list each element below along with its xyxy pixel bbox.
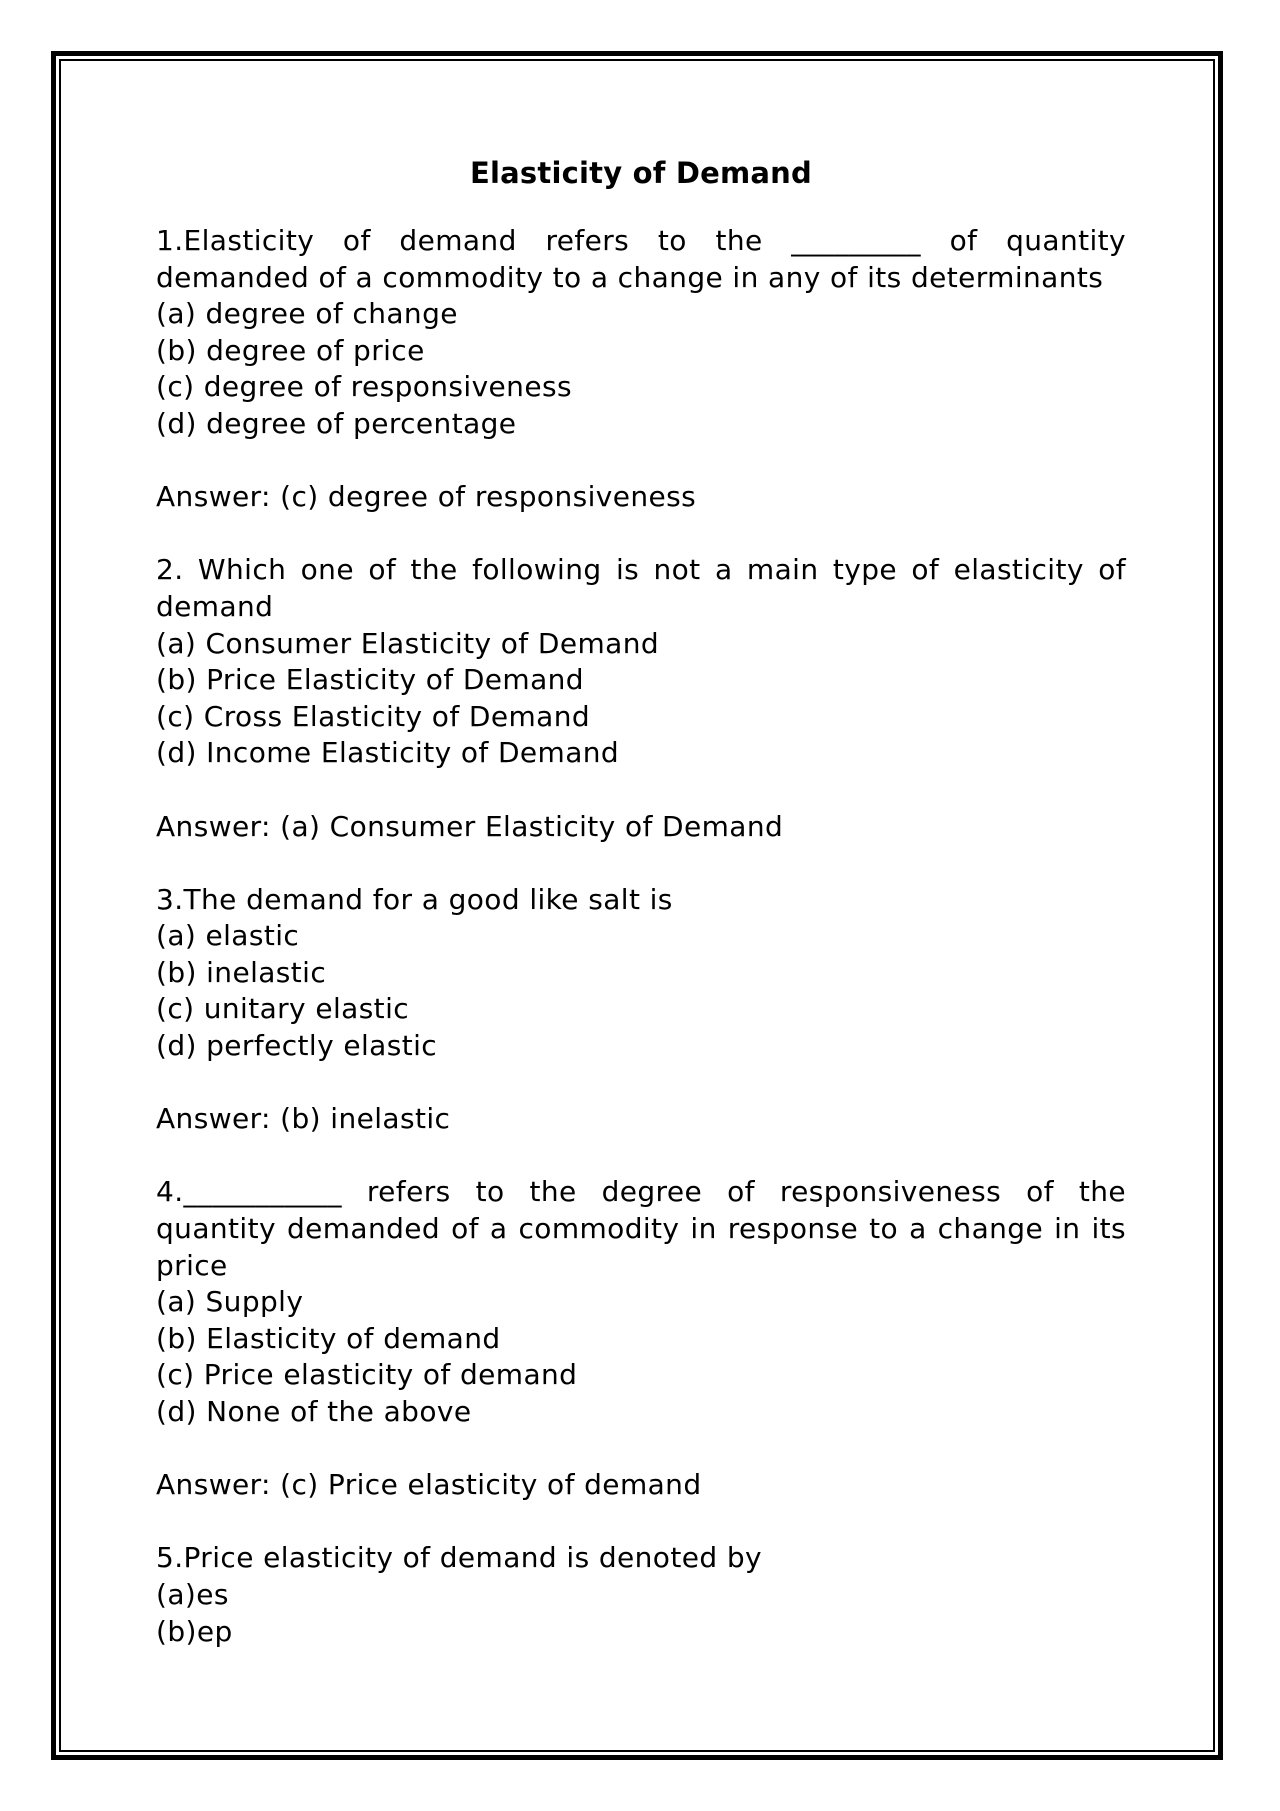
option-d: (d) None of the above [156,1395,472,1428]
option-d: (d) degree of percentage [156,406,517,440]
question-text: 1.Elasticity of demand refers to the _________ of quantity demanded of a commodity to a change in any of its determinants [156,224,1126,294]
question-2 [156,552,1126,845]
option-c: (c) Cross Elasticity of Demand [156,699,591,733]
answer-text: Answer: (a) Consumer Elasticity of Demand [156,809,784,843]
document-body [156,153,1126,1650]
option-d: (d) perfectly elastic [156,1029,438,1063]
answer-text: Answer: (c) Price elasticity of demand [156,1468,702,1502]
option-b: (b) Elasticity of demand [156,1321,501,1355]
question-text: 4.___________ refers to the degree of responsiveness of the quantity demanded of a commodity in response to a change in its price [156,1175,1126,1282]
option-b: (b) inelastic [156,955,327,989]
option-c: (c) unitary elastic [156,992,410,1026]
option-a: (a) Consumer Elasticity of Demand [156,626,660,660]
question-text: 5.Price elasticity of demand is denoted by [156,1541,762,1575]
option-c: (c) Price elasticity of demand [156,1358,578,1392]
document-title: Elasticity of Demand [470,156,812,190]
option-d: (d) Income Elasticity of Demand [156,736,620,770]
option-b: (b)ep [156,1614,233,1648]
question-1 [156,223,1126,516]
option-a: (a)es [156,1577,229,1611]
option-b: (b) Price Elasticity of Demand [156,663,584,697]
answer-text: Answer: (b) inelastic [156,1102,451,1136]
question-text: 2. Which one of the following is not a main type of elasticity of demand [156,553,1126,623]
option-c: (c) degree of responsiveness [156,370,572,404]
question-4 [156,1174,1126,1503]
option-a: (a) elastic [156,919,300,953]
option-a: (a) degree of change [156,297,458,331]
question-3 [156,882,1126,1138]
answer-text: Answer: (c) degree of responsiveness [156,480,697,514]
option-a: (a) Supply [156,1285,304,1319]
question-5 [156,1540,1126,1650]
option-b: (b) degree of price [156,333,425,367]
question-text: 3.The demand for a good like salt is [156,882,673,916]
